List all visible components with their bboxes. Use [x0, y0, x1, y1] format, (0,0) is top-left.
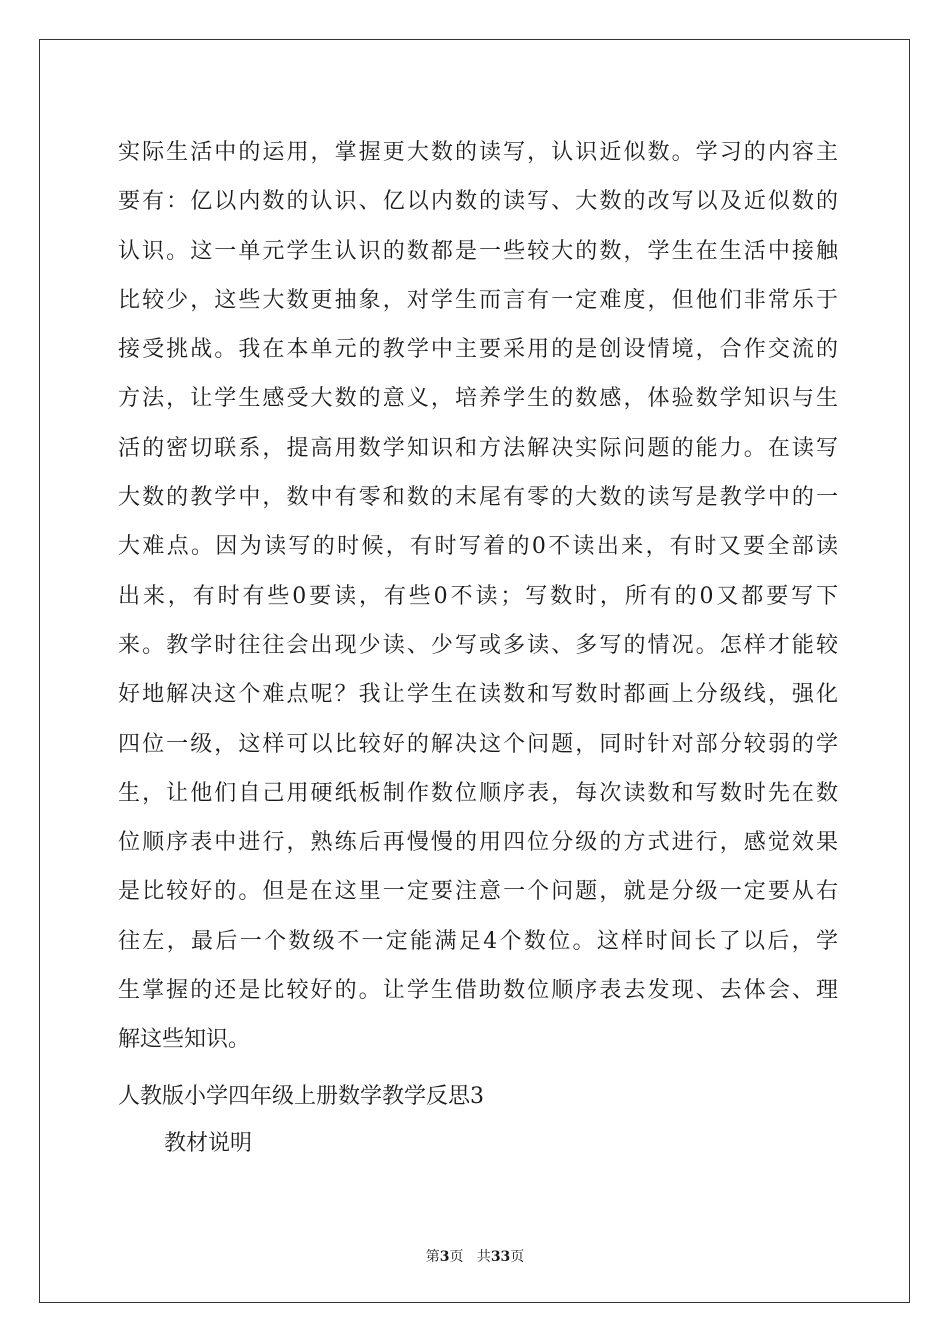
- body-text: [118, 128, 838, 1065]
- body-line: 实际生活中的运用，掌握更大数的读写，认识近似数。学习的内容主: [118, 140, 838, 165]
- body-line: 好地解决这个难点呢？我让学生在读数和写数时都画上分级线，强化: [118, 682, 838, 708]
- body-line: 活的密切联系，提高用数学知识和方法解决实际问题的能力。在读写: [118, 435, 838, 461]
- body-line: 接受挑战。我在本单元的教学中主要采用的是创设情境，合作交流的: [118, 337, 838, 363]
- body-line-last: 解这些知识。: [118, 1027, 251, 1053]
- total-pages-number: 33: [490, 1249, 511, 1265]
- body-line: 来。教学时往往会出现少读、少写或多读、多写的情况。怎样才能较: [118, 632, 838, 658]
- body-line: 方法，让学生感受大数的意义，培养学生的数感，体验数学知识与生: [118, 386, 838, 412]
- body-line: 比较少，这些大数更抽象，对学生而言有一定难度，但他们非常乐于: [118, 287, 838, 313]
- body-line: 四位一级，这样可以比较好的解决这个问题，同时针对部分较弱的学: [118, 731, 838, 757]
- body-line: 认识。这一单元学生认识的数都是一些较大的数，学生在生活中接触: [118, 238, 838, 264]
- body-line: 生掌握的还是比较好的。让学生借助数位顺序表去发现、去体会、理: [118, 978, 838, 1004]
- body-line: 往左，最后一个数级不一定能满足4个数位。这样时间长了以后，学: [118, 928, 838, 954]
- body-line: 位顺序表中进行，熟练后再慢慢的用四位分级的方式进行，感觉效果: [118, 830, 838, 856]
- body-line: 出来，有时有些0要读，有些0不读；写数时，所有的0又都要写下: [118, 583, 838, 609]
- footer-page-suffix: 页: [449, 1249, 464, 1265]
- section-heading: 人教版小学四年级上册数学教学反思3: [118, 1084, 484, 1109]
- footer-prefix: 第: [425, 1249, 440, 1265]
- page-footer: [0, 1247, 950, 1267]
- body-line: 生，让他们自己用硬纸板制作数位顺序表，每次读数和写数时先在数: [118, 780, 838, 806]
- body-line: 要有：亿以内数的认识、亿以内数的读写、大数的改写以及近似数的: [118, 189, 838, 215]
- body-line: 大数的教学中，数中有零和数的末尾有零的大数的读写是教学中的一: [118, 485, 838, 511]
- current-page-number: 3: [439, 1249, 450, 1265]
- footer-total-prefix: 共: [476, 1249, 491, 1265]
- body-line: 是比较好的。但是在这里一定要注意一个问题，就是分级一定要从右: [118, 879, 838, 905]
- body-line: 大难点。因为读写的时候，有时写着的0不读出来，有时又要全部读: [118, 534, 838, 560]
- footer-total-suffix: 页: [510, 1249, 525, 1265]
- subsection-heading: 教材说明: [164, 1131, 253, 1156]
